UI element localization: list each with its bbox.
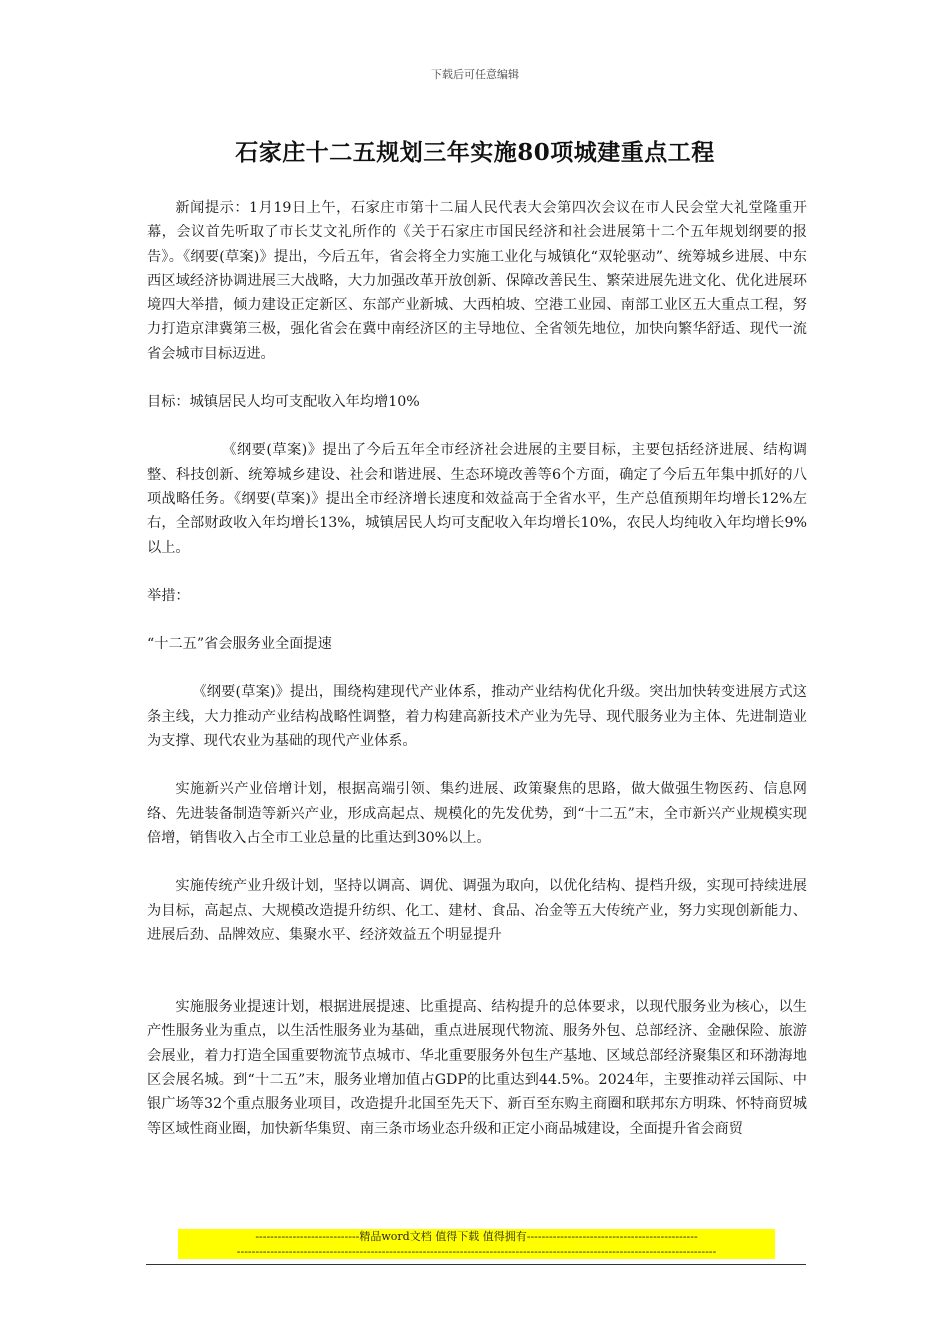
paragraph-goal-detail: 《纲要(草案)》提出了今后五年全市经济社会进展的主要目标，主要包括经济进展、结构调整、科技创新、统筹城乡建设、社会和谐进展、生态环境改善等6个方面，确定了今后五年集中抓好的八项战略任务。《纲要(草案)》提出全市经济增长速度和效益高于全省水平，生产总值预期年均增长12%左右，全部财政收入年均增长13%，城镇居民人均可支配收入年均增长10%，农民人均纯收入年均增长9%以上。: [147, 442, 807, 556]
paragraph-traditional-industry: 实施传统产业升级计划，坚持以调高、调优、调强为取向，以优化结构、提档升级，实现可持续进展为目标，高起点、大规模改造提升纺织、化工、建材、食品、冶金等五大传统产业，努力实现创新能力、进展后劲、品牌效应、集聚水平、经济效益五个明显提升: [147, 878, 807, 943]
footer-banner: [178, 1229, 775, 1259]
paragraph-emerging-industry: 实施新兴产业倍增计划，根据高端引领、集约进展、政策聚焦的思路，做大做强生物医药、信息网络、先进装备制造等新兴产业，形成高起点、规模化的先发优势，到“十二五”末，全市新兴产业规模实现倍增，销售收入占全市工业总量的比重达到30%以上。: [147, 781, 807, 846]
document-title: 石家庄十二五规划三年实施80项城建重点工程: [235, 139, 715, 166]
paragraph-news-tip: 新闻提示：1月19日上午，石家庄市第十二届人民代表大会第四次会议在市人民会堂大礼堂隆重开幕，会议首先听取了市长艾文礼所作的《关于石家庄市国民经济和社会进展第十二个五年规划纲要的报告》。《纲要(草案)》提出，今后五年，省会将全力实施工业化与城镇化“双轮驱动”、统筹城乡进展、中东西区域经济协调进展三大战略，大力加强改革开放创新、保障改善民生、繁荣进展先进文化、优化进展环境四大举措，倾力建设正定新区、东部产业新城、大西柏坡、空港工业园、南部工业区五大重点工程，努力打造京津冀第三极，强化省会在冀中南经济区的主导地位、全省领先地位，加快向繁华舒适、现代一流省会城市目标迈进。: [147, 200, 807, 362]
paragraph-service-industry: 实施服务业提速计划，根据进展提速、比重提高、结构提升的总体要求，以现代服务业为核心，以生产性服务业为重点，以生活性服务业为基础，重点进展现代物流、服务外包、总部经济、金融保险、旅游会展业，着力打造全国重要物流节点城市、华北重要服务外包生产基地、区域总部经济聚集区和环渤海地区会展名城。到“十二五”末，服务业增加值占GDP的比重达到44.5%。2024年，主要推动祥云国际、中银广场等32个重点服务业项目，改造提升北国至先天下、新百至东购主商圈和联邦东方明珠、怀特商贸城等区域性商业圈，加快新华集贸、南三条市场业态升级和正定小商品城建设，全面提升省会商贸: [147, 999, 807, 1137]
paragraph-goal-heading: 目标：城镇居民人均可支配收入年均增10%: [147, 394, 420, 411]
paragraph-measures-heading: 举措：: [147, 587, 190, 604]
paragraph-service-heading: “十二五”省会服务业全面提速: [147, 636, 332, 653]
paragraph-industry-system: 《纲要(草案)》提出，围绕构建现代产业体系，推动产业结构优化升级。突出加快转变进展方式这条主线，大力推动产业结构战略性调整，着力构建高新技术产业为先导、现代服务业为主体、先进制造业为支撑、现代农业为基础的现代产业体系。: [147, 684, 807, 750]
footer-divider: [146, 1264, 806, 1265]
header-note: 下载后可任意编辑: [431, 68, 519, 81]
document-body: [147, 196, 807, 1141]
footer-line-1: ----------------------------精品word文档 值得下载 值得拥有----------------------------------------------: [255, 1230, 698, 1243]
footer-line-2: ---------------------------------------------------------------------------------------------------------------------------------: [236, 1245, 717, 1258]
